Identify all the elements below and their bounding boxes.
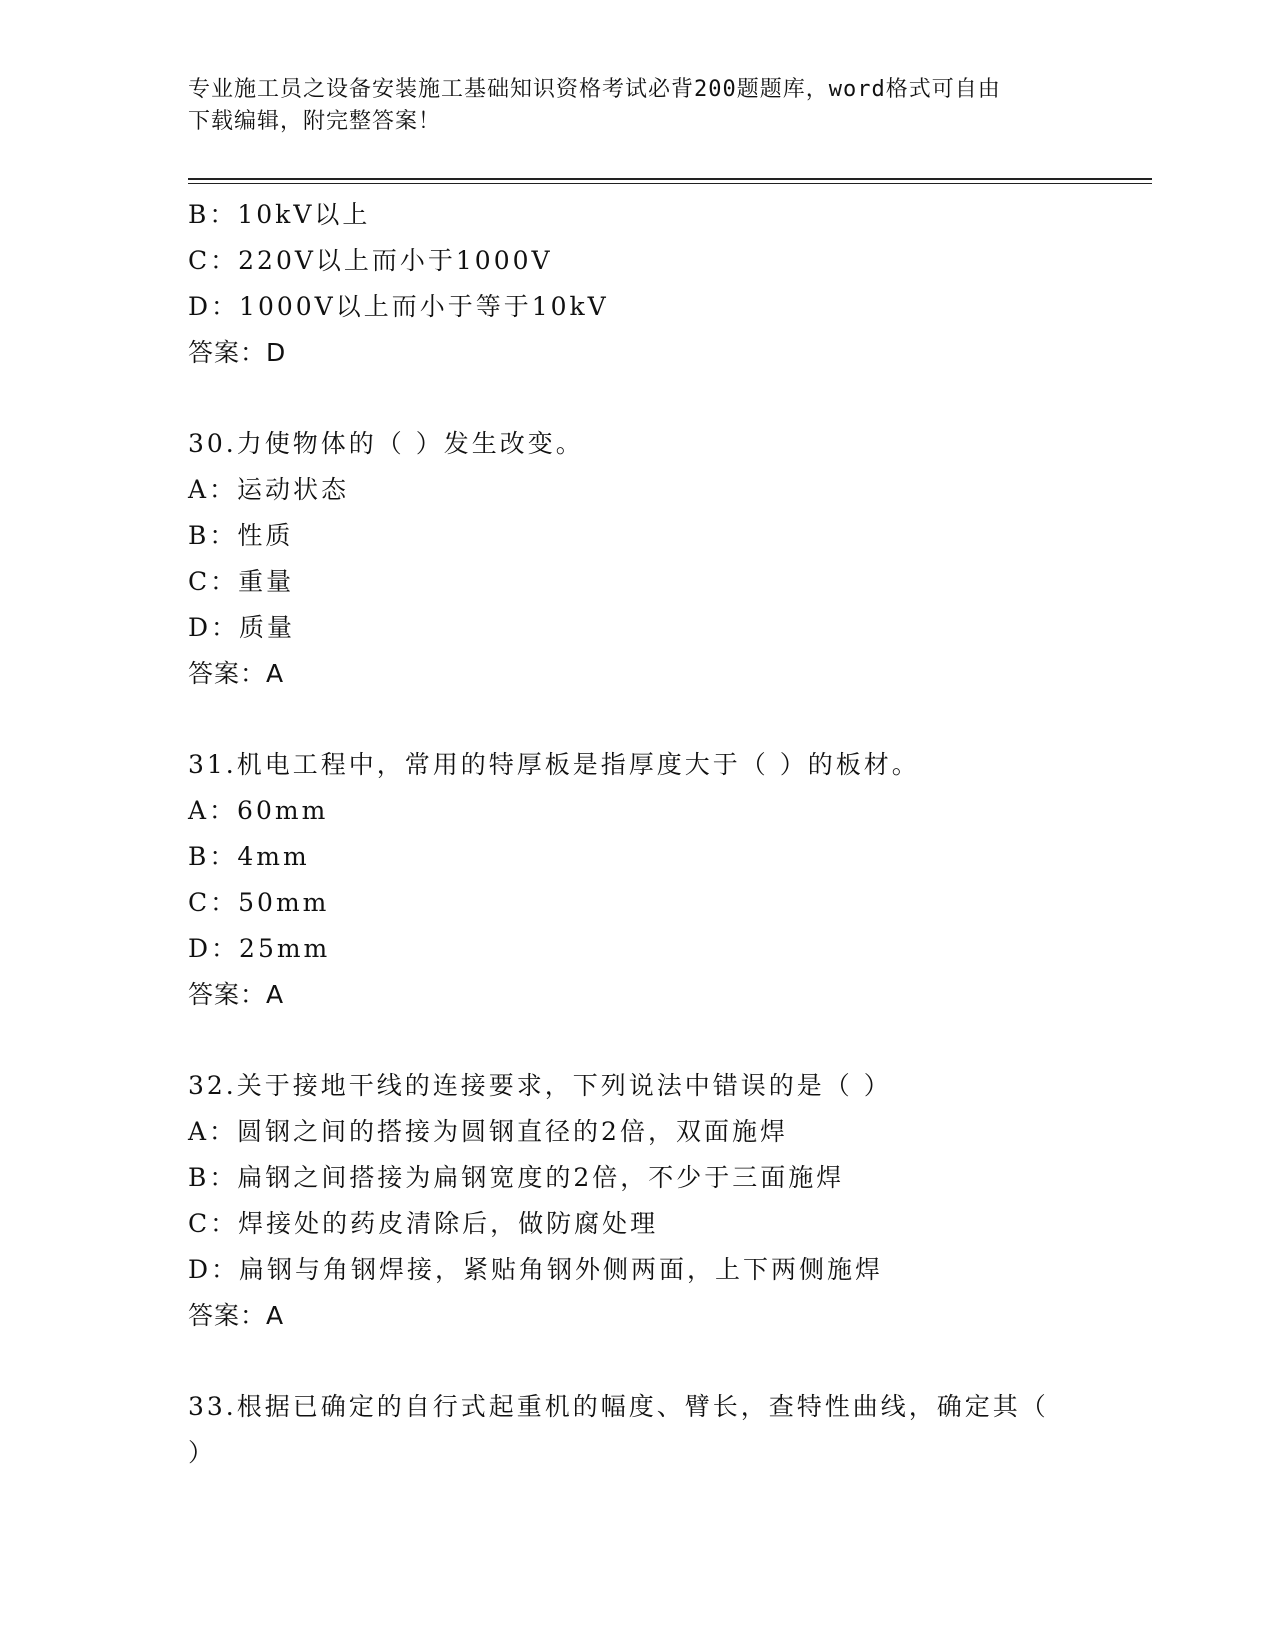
option-a: A：运动状态 xyxy=(188,475,350,504)
question-stem: 32.关于接地干线的连接要求，下列说法中错误的是（ ） xyxy=(188,1071,892,1100)
question-31 xyxy=(188,742,1128,1018)
header-divider xyxy=(188,178,1152,180)
question-33 xyxy=(188,1384,1128,1476)
option-d: D：质量 xyxy=(188,613,296,642)
option-b: B：性质 xyxy=(188,521,294,550)
option-c: C：220V以上而小于1000V xyxy=(188,246,553,275)
option-c: C：重量 xyxy=(188,567,295,596)
option-b: B：4mm xyxy=(188,842,310,871)
option-d: D：扁钢与角钢焊接，紧贴角钢外侧两面，上下两侧施焊 xyxy=(188,1255,884,1284)
question-stem-line-1: 33.根据已确定的自行式起重机的幅度、臂长，查特性曲线，确定其（ xyxy=(188,1392,1049,1421)
option-a: A：60mm xyxy=(188,796,329,825)
question-spacer xyxy=(188,1339,1128,1384)
option-a: A：圆钢之间的搭接为圆钢直径的2倍，双面施焊 xyxy=(188,1117,788,1146)
question-stem: 30.力使物体的（ ）发生改变。 xyxy=(188,429,584,458)
question-stem: 31.机电工程中，常用的特厚板是指厚度大于（ ）的板材。 xyxy=(188,750,920,779)
header-line-1: 专业施工员之设备安装施工基础知识资格考试必背200题题库，word格式可自由 xyxy=(188,77,1001,102)
question-32 xyxy=(188,1063,1128,1339)
question-stem-line-2: ） xyxy=(188,1438,217,1467)
option-d: D：1000V以上而小于等于10kV xyxy=(188,292,609,321)
answer: 答案：A xyxy=(188,1301,285,1330)
option-b: B：扁钢之间搭接为扁钢宽度的2倍，不少于三面施焊 xyxy=(188,1163,845,1192)
option-c: C：50mm xyxy=(188,888,330,917)
page-header xyxy=(188,74,1068,138)
question-list xyxy=(188,192,1128,1476)
option-b: B：10kV以上 xyxy=(188,200,371,229)
option-c: C：焊接处的药皮清除后，做防腐处理 xyxy=(188,1209,659,1238)
question-30 xyxy=(188,421,1128,697)
header-line-2: 下载编辑，附完整答案！ xyxy=(188,109,442,134)
question-spacer xyxy=(188,1018,1128,1063)
option-d: D：25mm xyxy=(188,934,331,963)
question-spacer xyxy=(188,697,1128,742)
answer: 答案：A xyxy=(188,659,285,688)
answer: 答案：D xyxy=(188,338,287,367)
question-spacer xyxy=(188,376,1128,421)
question-29 xyxy=(188,192,1128,376)
answer: 答案：A xyxy=(188,980,285,1009)
